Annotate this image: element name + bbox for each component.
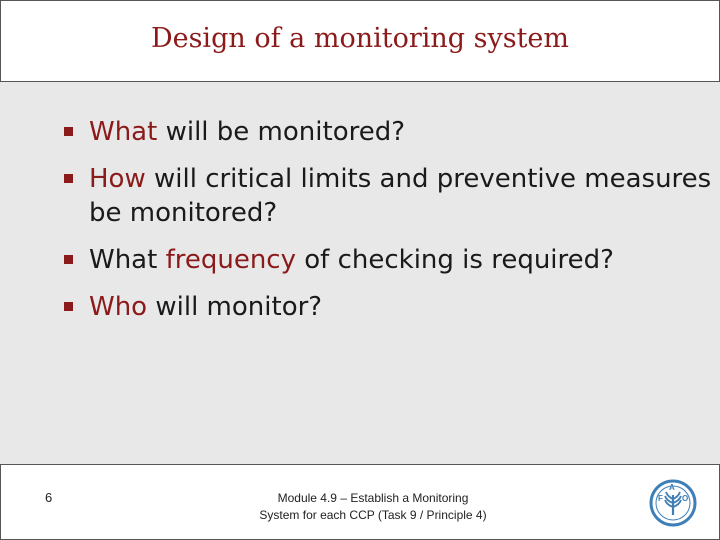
bullet-keyword: Who (89, 292, 148, 322)
svg-text:O: O (682, 494, 689, 503)
square-bullet-icon (64, 174, 73, 183)
bullet-prefix: What (89, 245, 166, 275)
bullet-keyword: How (89, 164, 146, 194)
svg-text:F: F (658, 494, 663, 503)
bullet-item (62, 290, 712, 324)
bullet-keyword: What (89, 117, 158, 147)
bullet-text: will monitor? (147, 292, 323, 322)
bullet-text: of checking is required? (295, 245, 614, 275)
square-bullet-icon (64, 255, 73, 264)
bullet-keyword: frequency (165, 245, 296, 275)
slide-title: Design of a monitoring system (150, 23, 570, 54)
fao-logo-icon (649, 479, 697, 527)
module-caption (201, 490, 545, 524)
page-number: 6 (45, 490, 53, 505)
footer-bar (0, 464, 720, 540)
square-bullet-icon (64, 127, 73, 136)
bullet-text: will critical limits and preventive measures be monitored? (89, 164, 712, 228)
bullet-item (62, 115, 712, 149)
svg-text:A: A (669, 483, 675, 492)
bullet-item (62, 243, 712, 277)
title-bar (0, 0, 720, 82)
bullet-text: will be monitored? (157, 117, 406, 147)
module-caption-line: System for each CCP (Task 9 / Principle 4) (259, 508, 487, 522)
bullet-item (62, 162, 712, 230)
square-bullet-icon (64, 302, 73, 311)
module-caption-line: Module 4.9 – Establish a Monitoring (277, 491, 469, 505)
bullet-list (62, 115, 712, 337)
